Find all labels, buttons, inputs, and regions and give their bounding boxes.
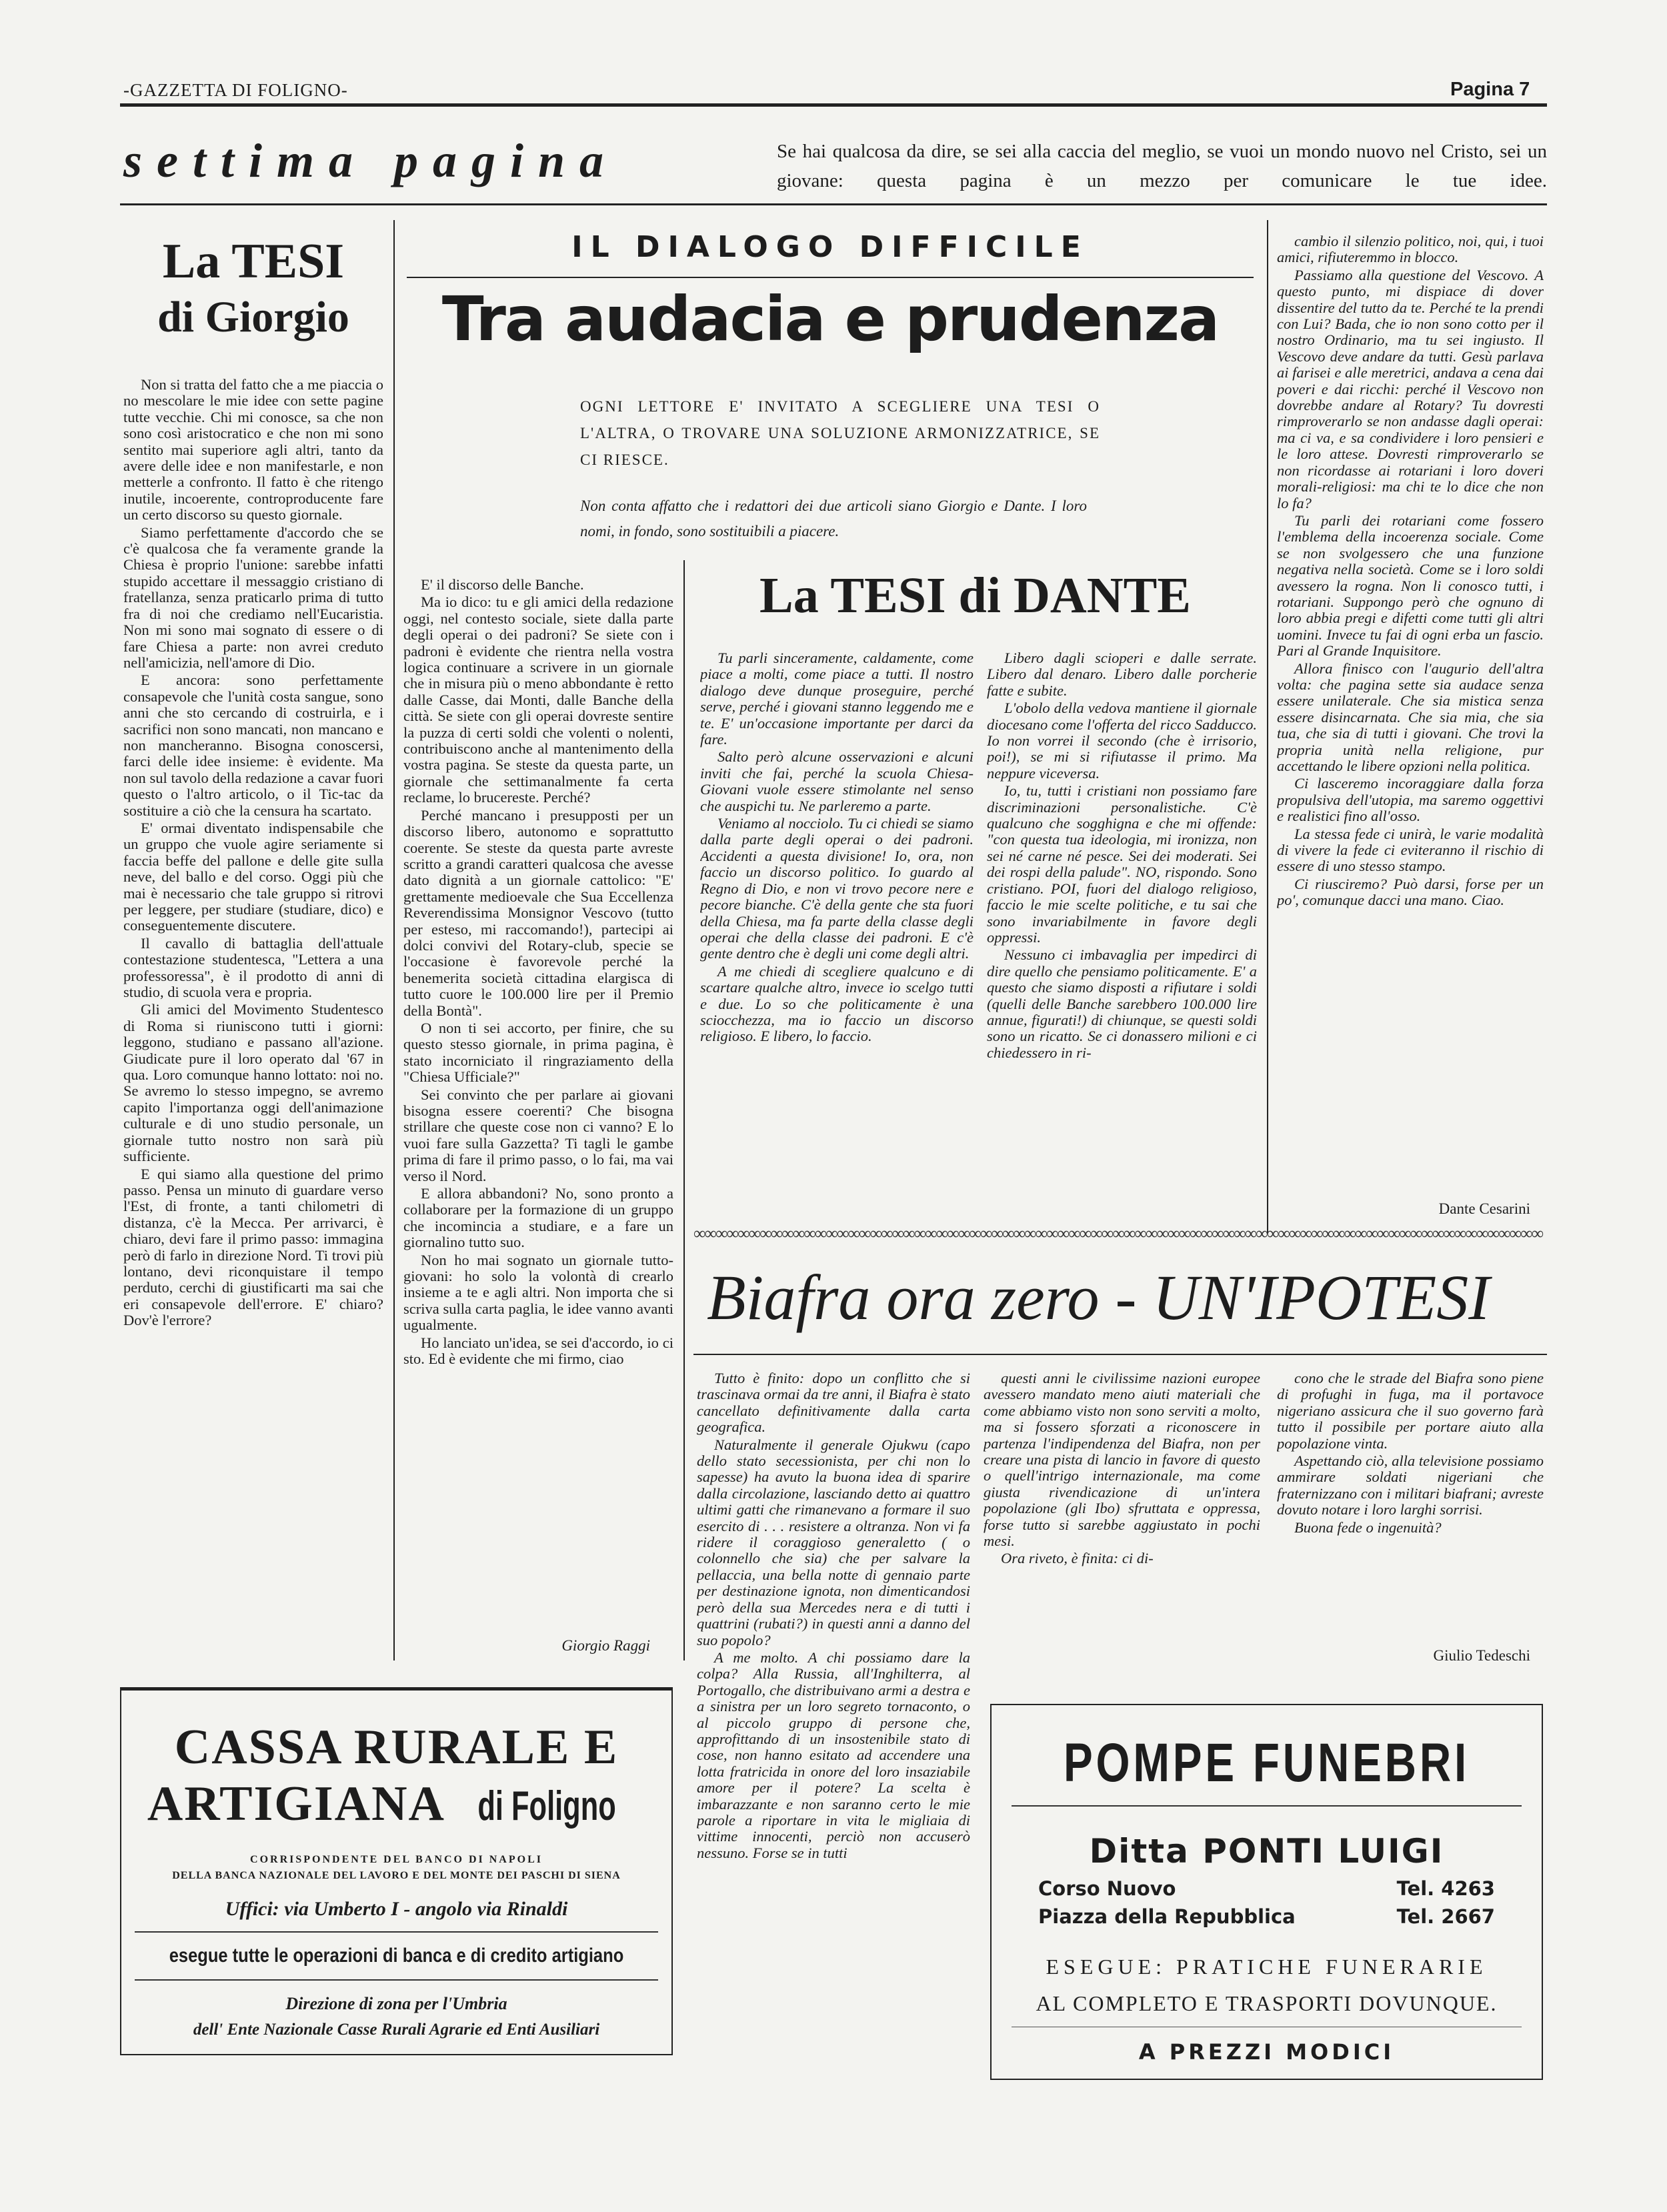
biafra-column-1	[697, 1370, 970, 2187]
paragraph: Tu parli dei rotariani come fossero l'emblema della incoerenza sociale. Come se non svolgessero che una funzione negativa nella società. Come se i loro soldi avessero la rogna. Non li conosco tutti, i rotariani. Suppongo però che ognuno di loro abbia pregi e difetti come tutti gli altri uomini. Invece tu fai di ogni erba un fascio. Pari al Grande Inquisitore.	[1277, 511, 1544, 660]
newspaper-name: -GAZZETTA DI FOLIGNO-	[123, 80, 348, 100]
paragraph: Buona fede o ingenuità?	[1294, 1518, 1442, 1536]
section-intro: Se hai qualcosa da dire, se sei alla caccia del meglio, se vuoi un mondo nuovo nel Cristo, sei un giovane: questa pagina è un mezzo per comunicare le tue idee.	[777, 141, 1547, 191]
column-rule	[683, 560, 685, 1661]
giorgio-title	[123, 233, 383, 345]
paragraph: Passiamo alla questione del Vescovo. A questo punto, mi dispiace di dover dissentire del tutto da te. Perché te la prendi con Lui? Bada, che io non sono cotto per il nostro Ordinario, ma tu sei ingiusto. Il Vescovo deve andare da tutti. Gesù parlava ai farisei e alle meretrici, andava a cena dai poveri e dai ricchi: perché il Vescovo non dovrebbe andare al Rotary? Tu dovresti rimproverarlo se non andasse dagli operai: ma ci va, e sa condividere i loro pensieri e le loro attese. Dovresti rimproverarlo se non ricordasse ai rotariani i loro doveri morali-religiosi: ma chi te lo dice che non lo fa?	[1277, 266, 1544, 511]
dante-column-1	[700, 650, 974, 1210]
paragraph: cambio il silenzio politico, noi, qui, i tuoi amici, rifiuteremmo in blocco.	[1277, 233, 1544, 266]
column-rule	[1267, 220, 1268, 1234]
dialogo-invito: OGNI LETTORE E' INVITATO A SCEGLIERE UNA TESI O L'ALTRA, O TROVARE UNA SOLUZIONE ARMONIZZATRICE, SE CI RIESCE.	[580, 398, 1100, 468]
paragraph: E qui siamo alla questione del primo passo. Pensa un minuto di guardare verso l'Est, di fronte, a tanti chilometri di distanza, c'è la Mecca. Per arrivarci, è chiaro, devi fare il primo passo: immagina però di farlo in direzione Nord. Ti trovi più lontano, devi riconquistare il tempo perduto, cerchi di giustificarti ma sai che eri consapevole dell'errore. E' chiaro? Dov'è l'errore?	[123, 1165, 383, 1329]
paragraph: Gli amici del Movimento Studentesco di Roma si riuniscono tutti i giorni: leggono, studiano e passano all'azione. Giudicate pure il loro operato dal '67 in qua. Loro comunque hanno lottato: noi no. Se avremo lo stesso impegno, se avremo capito l'importanza oggi dell'animazione culturale e di uno studio personale, un giornale tutto nostro non sarà più sufficiente.	[123, 1001, 383, 1165]
ad-pompe-tel2: Tel. 2667	[1396, 1905, 1495, 1928]
ad-cassa-esegue: esegue tutte le operazioni di banca e di credito artigiano	[169, 1945, 624, 1967]
ad-pompe-tel1: Tel. 4263	[1396, 1877, 1495, 1900]
section-rule	[120, 203, 1547, 205]
paragraph: La stessa fede ci unirà, le varie modalità di vivere la fede ci eviteranno il rischio di essere di uno stesso stampo.	[1277, 825, 1544, 875]
paragraph: A me chiedi di scegliere qualcuno e di scartare qualche altro, invece io scelgo tutti e due. Lo so che politicamente è una sciocchezza, ma io faccio un discorso religioso. E libero, lo faccio.	[700, 962, 974, 1045]
ad-pompe-addr2: Piazza della Repubblica	[1038, 1905, 1296, 1928]
ad-cassa-direzione: Direzione di zona per l'Umbria	[285, 1994, 507, 2013]
paragraph: Ma io dico: tu e gli amici della redazione oggi, nel contesto sociale, siete dalla parte degli operai o dei padroni? Se siete con i padroni è evidente che rientra nella vostra logica continuare a scrivere in un giornale che in misura più o meno abbondante è retto dalle Casse, dai Monti, dalle Banche della città. Se siete con gli operai dovreste sentire la puzza di certi soldi che volenti o nolenti, contribuiscono anche al mantenimento della vostra pagina. Se steste da questa parte, un giornale che settimanalmente fa certa reclame, lo brucereste. Perché?	[403, 594, 673, 806]
paragraph: E' ormai diventato indispensabile che un gruppo che vuole agire seriamente si faccia beffe del pallone e delle gite sulla neve, del ballo e del corso. Oggi più che mai è necessario che tale gruppo si ritrovi per leggere, per studiare (studiare, dico) e conseguentemente discutere.	[123, 819, 383, 934]
ad-cassa-rurale	[120, 1687, 673, 2055]
biafra-title	[707, 1260, 1547, 1334]
paragraph: Tutto è finito: dopo un conflitto che si trascinava ormai da tre anni, il Biafra è stato cancellato definitivamente dalla carta geografica.	[697, 1370, 970, 1436]
giorgio-column-1	[123, 377, 383, 1661]
paragraph: Non si tratta del fatto che a me piaccia o no mescolare le mie idee con sette pagine tutte vecchie. Chi mi conosce, sa che non sono così aristocratico e che non mi sono sentito mai superiore agli altri, tanto da avere delle idee e non manifestarle, e non metterle a confronto. Il fatto è che ritengo inutile, incoerente, controproducente fare un certo discorso su questo giornale.	[123, 377, 383, 523]
biafra-title-caps: UN'IPOTESI	[1152, 1262, 1490, 1333]
paragraph: Ci riusciremo? Può darsi, forse per un po', comunque dacci una mano. Ciao.	[1277, 875, 1544, 909]
paragraph: Ci lasceremo incoraggiare dalla forza propulsiva dell'utopia, ma saremo oggettivi e realistici fino all'osso.	[1277, 775, 1544, 825]
paragraph: Sei convinto che per parlare ai giovani bisogna essere coerenti? Che bisogna strillare che queste cose non ci vanno? E lo vuoi fare sulla Gazzetta? Ti tagli le gambe prima di fare il primo passo, o lo fai, ma vai verso il Nord.	[403, 1086, 673, 1184]
ornament-divider: ∞∞∞∞∞∞∞∞∞∞∞∞∞∞∞∞∞∞∞∞∞∞∞∞∞∞∞∞∞∞∞∞∞∞∞∞∞∞∞∞∞∞∞∞∞∞∞∞∞∞∞∞∞∞∞∞∞∞∞∞∞∞∞∞∞∞∞∞∞∞∞∞∞∞∞∞∞	[693, 1224, 1543, 1243]
dialogo-headline: Tra audacia e prudenza	[441, 283, 1219, 355]
biafra-signature: Giulio Tedeschi	[1433, 1647, 1530, 1664]
biafra-rule	[693, 1354, 1547, 1355]
ad-cassa-uffici: Uffici: via Umberto I - angolo via Rinaldi	[225, 1898, 568, 1920]
paragraph: Io, tu, tutti i cristiani non possiamo fare discriminazioni personalistiche. C'è qualcuno che sogghigna e che mi offende: "con questa tua ideologia, mi ironizza, non sei né carne né pesce. Sei dei moderati. Sei dei rospi della palude". NO, rispondo. Sono cristiano. POI, fuori del dialogo religioso, faccio le mie scelte politiche, e tu sai che sono invariabilmente in favore degli oppressi.	[987, 782, 1257, 946]
ad-pompe-servizi1: ESEGUE: PRATICHE FUNERARIE	[1046, 1955, 1488, 1979]
paragraph: L'obolo della vedova mantiene il giornale diocesano come l'offerta del ricco Sadducco. Io non vorrei il secondo (che è irrisorio, poi!), se mi si rifiutasse il primo. Ma neppure viceversa.	[987, 700, 1257, 782]
giorgio-column-2	[403, 577, 673, 1630]
ad-cassa-banche: DELLA BANCA NAZIONALE DEL LAVORO E DEL MONTE DEI PASCHI DI SIENA	[172, 1870, 621, 1881]
column-rule	[393, 220, 395, 1661]
paragraph: Veniamo al nocciolo. Tu ci chiedi se siamo dalla parte degli operai o dei padroni. Accidenti a questa divisione! Io, ora, non faccio un discorso politico. Io guardo al Regno di Dio, e non vi trovo pecore nere e pecore bianche. C'è della gente che sta fuori della Chiesa, ma fa parte della classe degli operai che della classe dei padroni. E c'è gente dentro che è degli uni come degli altri.	[700, 815, 974, 962]
paragraph: Non ho mai sognato un giornale tutto-giovani: ho solo la volontà di crearlo insieme a te e agli altri. Non importa che si scriva sulla carta paglia, le idee vanno avanti ugualmente.	[403, 1251, 673, 1334]
biafra-column-2	[984, 1370, 1260, 1671]
dialogo-nota: Non conta affatto che i redattori dei due articoli siano Giorgio e Dante. I loro nomi, in fondo, sono sostituibili a piacere.	[580, 497, 1087, 539]
paragraph: E allora abbandoni? No, sono pronto a collaborare per la formazione di un gruppo che incomincia a studiare, e a fare un giornalino tutto suo.	[403, 1185, 673, 1251]
ad-cassa-ente: dell' Ente Nazionale Casse Rurali Agrarie ed Enti Ausiliari	[193, 2021, 600, 2039]
paragraph: E' il discorso delle Banche.	[421, 577, 584, 593]
paragraph: Libero dagli scioperi e dalle serrate. Libero dal denaro. Libero dalle porcherie fatte e subite.	[987, 650, 1257, 699]
page-number: Pagina 7	[1450, 79, 1530, 100]
giorgio-signature: Giorgio Raggi	[561, 1637, 650, 1654]
paragraph: E ancora: sono perfettamente consapevole che l'unità costa sangue, sono anni che sto cercando di costruirla, e i sacrifici non sono mancati, non mancano e non mancheranno. Bisogna conoscersi, farci delle idee insieme: è evidente. Ma non sul tavolo della redazione a cavar fuori questo o l'altro articolo, o il Tic-tac da sostituire a ciò che la censura ha scartato.	[123, 672, 383, 819]
paragraph: Ora riveto, è finita: ci di-	[1001, 1550, 1154, 1567]
paragraph: questi anni le civilissime nazioni europee avessero mandato meno aiuti materiali che come abbiamo visto non sono serviti a molto, ma si fossero sforzati a riconoscere in partenza l'indipendenza del Biafra, non per creare una pista di lancio in favore di questo o quell'intrigo internazionale, ma come giusta rivendicazione di un'intera popolazione (gli Ibo) sfruttata e oppressa, forse tutto si sarebbe aggiustato in pochi mesi.	[984, 1370, 1260, 1550]
dialogo-kicker: IL DIALOGO DIFFICILE	[571, 230, 1089, 264]
paragraph: Allora finisco con l'augurio dell'altra volta: che pagina sette sia audace senza essere unilaterale. Che sia mistica senza essere disincarnata. Che sia mia, che sia tua, che sia di tutti i giovani. Che trovi la propria unità nella religione, pur accettando le libere opzioni nella politica.	[1277, 660, 1544, 774]
dante-column-3	[1277, 233, 1544, 1200]
paragraph: Salto però alcune osservazioni e alcuni inviti che fai, perché la scuola Chiesa-Giovani vuole essere stimolante nel senso che auspichi tu. Ne parleremo a parte.	[700, 748, 974, 814]
ad-cassa-corrispondente: CORRISPONDENTE DEL BANCO DI NAPOLI	[250, 1854, 543, 1865]
ad-cassa-line2: ARTIGIANA	[147, 1777, 445, 1831]
ad-pompe-ditta: Ditta PONTI LUIGI	[1089, 1832, 1444, 1871]
ad-pompe-addr1: Corso Nuovo	[1038, 1877, 1176, 1900]
paragraph: cono che le strade del Biafra sono piene di profughi in fuga, ma il portavoce nigeriano assicura che il suo governo farà tutto il possibile per portare aiuto alla popolazione vinta.	[1277, 1370, 1544, 1452]
ad-cassa-foligno: di Foligno	[477, 1783, 616, 1829]
paragraph: Siamo perfettamente d'accordo che se c'è qualcosa che fa veramente grande la Chiesa è proprio l'unione: sarebbe infatti stupido accettare il messaggio cristiano di fratellanza, senza praticarlo prima di tutto fra di noi che crediamo nell'Eucaristia. Non mi sono mai sognato di essere o di fare Chiesa a parte: non avrei creduto nell'amicizia, nell'amore di Dio.	[123, 523, 383, 671]
paragraph: Aspettando ciò, alla televisione possiamo ammirare soldati nigeriani che fraternizzano con i militari biafrani; avreste dovuto notare i loro larghi sorrisi.	[1277, 1452, 1544, 1518]
ad-cassa-line1: CASSA RURALE E	[174, 1720, 619, 1775]
dante-signature: Dante Cesarini	[1438, 1200, 1530, 1217]
paragraph: Nessuno ci imbavaglia per impedirci di dire quello che pensiamo politicamente. E' a questo che siamo disposti a rifiutare i soldi (quelli delle Banche sarebbero 100.000 lire annue, figurati!) di chiunque, se questi soldi sono un ricatto. Se ci donassero milioni e ci chiedessero in ri-	[987, 946, 1257, 1061]
biafra-column-3	[1277, 1370, 1544, 1650]
ad-pompe-title: POMPE FUNEBRI	[1063, 1733, 1470, 1793]
ad-pompe-funebri	[990, 1704, 1543, 2080]
paragraph: Naturalmente il generale Ojukwu (capo dello stato secessionista, per chi non lo sapesse) ha avuto la buona idea di sparire dalla circolazione, lasciando detto ai quattro ultimi gatti che rimanevano a formare il suo esercito di . . . resistere a oltranza. Non vi fa ridere il coraggioso generaletto ( o colonnello che sia) che per salvare la pellaccia, una bella notte di gennaio parte per destinazione ignota, non dimenticandosi però della sua Mercedes nera e di tutti i quattrini (rubati?) in questi anni a danno del suo popolo?	[697, 1436, 970, 1648]
giorgio-title-line2: di Giorgio	[157, 293, 349, 341]
paragraph: A me molto. A chi possiamo dare la colpa? Alla Russia, all'Inghilterra, al Portogallo, che distribuivano armi a destra e a sinistra per un loro segreto tornaconto, o al piccolo gruppo di persone che, approfittando di un insostenibile stato di cose, non hanno esitato ad accendere una lotta fratricida in onore del loro insaziabile amore per il potere? La scelta è imbarazzante e non saranno certo le mie parole a riportare in vita le migliaia di vittime innocenti, perciò non accuserò nessuno. Forse se in tutti	[697, 1648, 970, 1861]
ad-pompe-prezzi: A PREZZI MODICI	[1138, 2039, 1395, 2065]
paragraph: Il cavallo di battaglia dell'attuale contestazione studentesca, "Lettera a una professoressa", è il prodotto di anni di studio, di scuola vera e propria.	[123, 934, 383, 1001]
biafra-title-italic: Biafra ora zero -	[707, 1262, 1153, 1333]
kicker-rule	[407, 277, 1254, 278]
section-title: settima pagina	[123, 134, 619, 187]
paragraph: Perché mancano i presupposti per un discorso libero, autonomo e soprattutto coerente. Se steste da questa parte avreste scritto a grandi caratteri qualcosa che avesse dato dignità a un giornale cattolico: "E' grettamente medioevale che Sua Eccellenza Reverendissima Monsignor Vescovo (tutto per esteso, mi raccomando!), partecipi ai dolci convivi del Rotary-club, specie se l'occasione è favorevole perché la benemerita società cittadina elargisca di tutto cuore le 100.000 lire per il Premio della Bontà".	[403, 806, 673, 1019]
masthead-rule	[120, 103, 1547, 107]
paragraph: Tu parli sinceramente, caldamente, come piace a molti, come piace a tutti. Il nostro dialogo deve dunque proseguire, perché serve, perché i giovani stanno leggendo me e te. E' un'occasione importante per darci da fare.	[700, 650, 974, 748]
giorgio-title-line1: La TESI	[162, 234, 345, 289]
paragraph: O non ti sei accorto, per finire, che su questo stesso giornale, in prima pagina, è stato incorniciato il ringraziamento della "Chiesa Ufficiale?"	[403, 1019, 673, 1086]
dante-column-2	[987, 650, 1257, 1210]
ad-pompe-servizi2: AL COMPLETO E TRASPORTI DOVUNQUE.	[1036, 1991, 1498, 2015]
dante-title: La TESI di DANTE	[759, 568, 1191, 624]
paragraph: Ho lanciato un'idea, se sei d'accordo, io ci sto. Ed è evidente che mi firmo, ciao	[403, 1334, 673, 1368]
